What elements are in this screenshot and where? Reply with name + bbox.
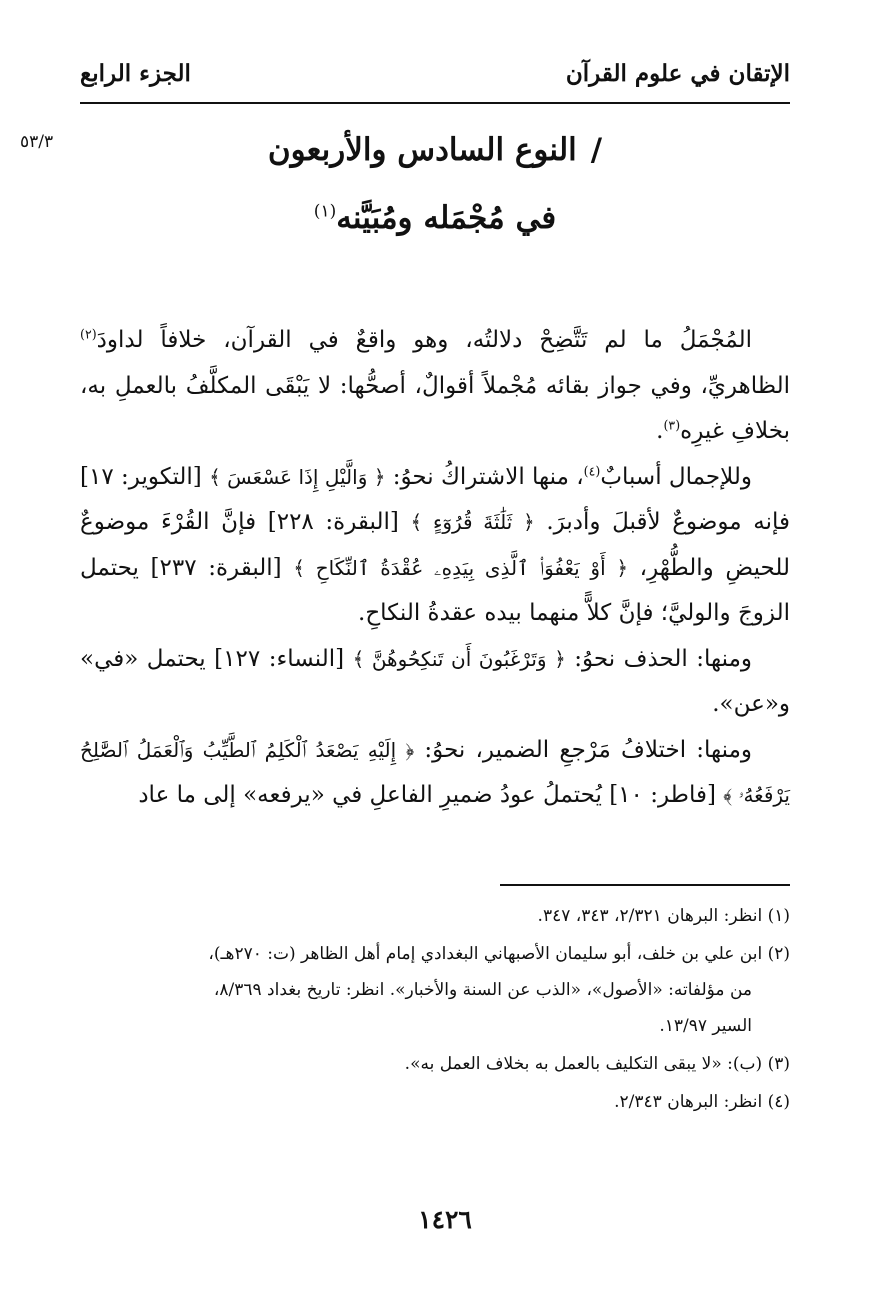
footnote-2-line: السير ١٣/٩٧. (659, 1016, 752, 1036)
chapter-subtitle (80, 200, 790, 236)
text-run: الظاهريِّ، وفي جواز بقائه مُجْملاً أقوالٌ، أصحُّها: لا يَبْقَى المكلَّفُ بالعملِ به، بخلافِ غيرِه (80, 372, 790, 444)
main-text (80, 318, 790, 819)
text-run: ، منها الاشتراكُ نحوُ: (385, 463, 584, 490)
text-run: ومنها: اختلافُ مَرْجعِ الضمير، نحوُ: (414, 736, 752, 763)
text-run: . (656, 418, 664, 444)
quran-verse: ﴿ وَالَّيْلِ إِذَا عَسْعَسَ ﴾ (209, 464, 386, 489)
paragraph-definition (80, 318, 790, 455)
footnote-ref: (١) (313, 201, 337, 222)
footnote-2-line: من مؤلفاته: «الأصول»، «الذب عن السنة والأخبار». انظر: تاريخ بغداد ٨/٣٦٩، (213, 980, 752, 1000)
paragraph-pronoun-reference (80, 728, 790, 819)
text-run: [فاطر: ١٠] يُحتملُ عودُ ضميرِ الفاعلِ في «يرفعه» إلى ما عاد (138, 782, 724, 808)
text-run: وللإجمال أسبابٌ (600, 463, 752, 490)
text-run: [البقرة: ٢٣٧] يحتمل الزوجَ والوليَّ؛ فإنَّ كلاًّ منهما بيده عقدةُ النكاحِ. (80, 554, 790, 626)
footnote-2-line: (٢) ابن علي بن خلف، أبو سليمان الأصبهاني البغدادي إمام أهل الظاهر (ت: ٢٧٠هـ)، (208, 944, 790, 964)
paragraph-ellipsis (80, 637, 790, 728)
chapter-title (80, 132, 790, 168)
volume-label: الجزء الرابع (80, 60, 191, 87)
book-title: الإتقان في علوم القرآن (565, 60, 790, 87)
quran-verse: ﴿ ثَلَٰثَةَ قُرُوٓءٍ ﴾ (410, 510, 535, 534)
text-run: [النساء: ١٢٧] يحتمل «في» و«عن». (80, 645, 790, 717)
text-run: [البقرة: ٢٢٨] فإنَّ القُرْءَ موضوعٌ للحيضِ والطُّهْرِ، (80, 509, 790, 581)
footnote-1: (١) انظر: البرهان ٢/٣٢١، ٣٤٣، ٣٤٧. (537, 906, 790, 926)
footnote-ref: (٢) (80, 326, 97, 342)
footnote-separator (500, 884, 790, 886)
footnote-ref: (٤) (583, 462, 601, 478)
footnote-2 (80, 936, 790, 1044)
footnote-3: (٣) (ب): «لا يبقى التكليف بالعمل به بخلاف العمل به». (404, 1054, 790, 1074)
marginal-page-reference: ٥٣/٣ (20, 132, 54, 152)
footnotes (80, 898, 790, 1122)
chapter-subtitle-text: في مُجْمَله ومُبَيَّنه (336, 200, 557, 236)
text-run: المُجْمَلُ ما لم تَتَّضِحْ دلالتُه، وهو واقعٌ في القرآن، خلافاً لداودَ (96, 327, 752, 353)
footnote-4: (٤) انظر: البرهان ٢/٣٤٣. (614, 1092, 790, 1112)
quran-verse: ﴿ أَوْ يَعْفُوَا۟ ٱلَّذِى بِيَدِهِۦ عُقْدَةُ ٱلنِّكَاحِ ﴾ (293, 555, 629, 580)
running-header (80, 58, 790, 104)
text-run: ومنها: الحذف نحوُ: (565, 645, 752, 672)
chapter-title-text: النوع السادس والأربعون (267, 132, 577, 168)
quran-verse: ﴿ إِلَيْهِ يَصْعَدُ ٱلْكَلِمُ ٱلطَّيِّبُ وَٱلْعَمَلُ ٱلصَّٰلِحُ يَرْفَعُهُۥ ﴾ (80, 737, 790, 807)
footnote-ref: (٣) (663, 417, 681, 433)
paragraph-causes-ambiguity (80, 455, 790, 637)
manuscript-page-marker: / (590, 132, 603, 168)
page-number: ١٤٢٦ (418, 1205, 472, 1234)
text-run: [التكوير: ١٧] فإنه موضوعٌ لأقبلَ وأدبرَ. (80, 463, 790, 535)
quran-verse: ﴿ وَتَرْغَبُونَ أَن تَنكِحُوهُنَّ ﴾ (352, 646, 566, 671)
